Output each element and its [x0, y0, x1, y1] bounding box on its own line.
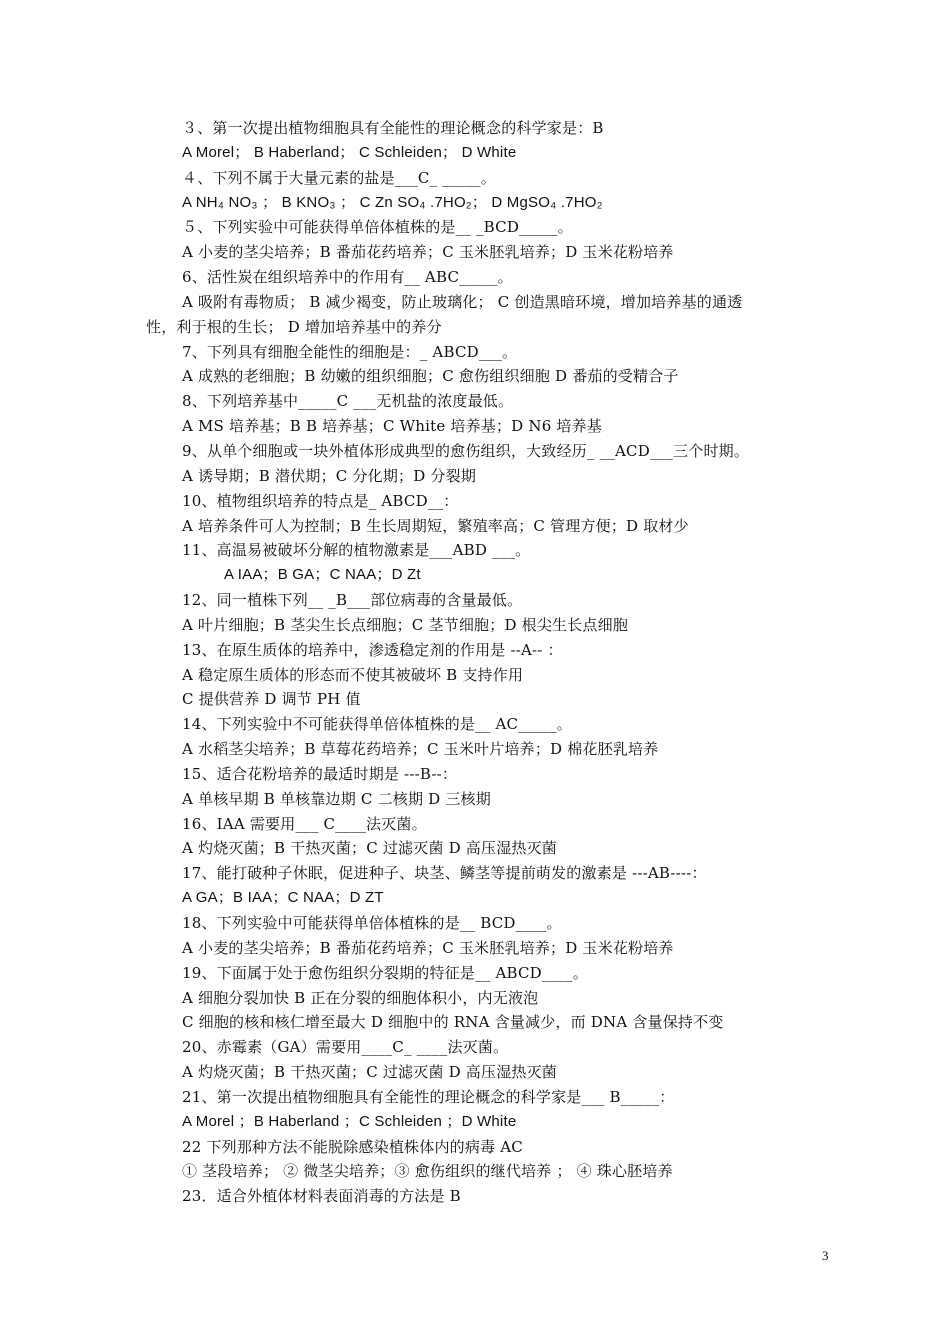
options-20: A 灼烧灭菌；B 干热灭菌；C 过滤灭菌 D 高压湿热灭菌 — [182, 1063, 558, 1082]
options-15: A 单核早期 B 单核靠边期 C 二核期 D 三核期 — [182, 789, 491, 808]
question-20: 20、赤霉素（GA）需要用____C_ ____法灭菌。 — [182, 1038, 509, 1057]
question-11: 11、高温易被破坏分解的植物激素是___ABD ___。 — [182, 541, 531, 560]
page-number: 3 — [822, 1248, 829, 1263]
options-12: A 叶片细胞；B 茎尖生长点细胞；C 茎节细胞；D 根尖生长点细胞 — [182, 615, 629, 634]
question-23: 23．适合外植体材料表面消毒的方法是 B — [182, 1187, 461, 1206]
question-15: 15、适合花粉培养的最适时期是 ---B--： — [182, 764, 458, 783]
options-10: A 培养条件可人为控制；B 生长周期短，繁殖率高；C 管理方便；D 取材少 — [182, 516, 689, 535]
question-7: 7、下列具有细胞全能性的细胞是：_ ABCD___。 — [182, 342, 518, 361]
options-13-cd: C 提供营养 D 调节 PH 值 — [182, 690, 361, 709]
question-10: 10、植物组织培养的特点是_ ABCD__： — [182, 491, 459, 510]
options-13-ab: A 稳定原生质体的形态而不使其被破坏 B 支持作用 — [182, 665, 524, 684]
question-17: 17、能打破种子休眠，促进种子、块茎、鳞茎等提前萌发的激素是 ---AB----： — [182, 864, 707, 883]
options-9: A 诱导期；B 潜伏期；C 分化期；D 分裂期 — [182, 466, 477, 485]
options-6: A 吸附有毒物质； B 减少褐变，防止玻璃化； C 创造黑暗环境，增加培养基的通透 — [182, 292, 743, 311]
question-19: 19、下面属于处于愈伤组织分裂期的特征是__ ABCD____。 — [182, 963, 588, 982]
options-19-ab: A 细胞分裂加快 B 正在分裂的细胞体积小，内无液泡 — [182, 988, 539, 1007]
question-14: 14、下列实验中不可能获得单倍体植株的是__ AC_____。 — [182, 715, 572, 734]
options-16: A 灼烧灭菌；B 干热灭菌；C 过滤灭菌 D 高压湿热灭菌 — [182, 839, 558, 858]
question-13: 13、在原生质体的培养中，渗透稳定剂的作用是 --A-- ： — [182, 640, 563, 659]
question-5: ５、下列实验中可能获得单倍体植株的是__ _BCD_____。 — [182, 218, 573, 237]
options-19-cd: C 细胞的核和核仁增至最大 D 细胞中的 RNA 含量减少，而 DNA 含量保持不变 — [182, 1013, 724, 1032]
options-18: A 小麦的茎尖培养；B 番茄花药培养；C 玉米胚乳培养；D 玉米花粉培养 — [182, 938, 674, 957]
options-21: A Morel ；B Haberland ；C Schleiden ；D White — [182, 1112, 517, 1130]
question-4: ４、下列不属于大量元素的盐是___C_ _____。 — [182, 168, 496, 187]
options-5: A 小麦的茎尖培养；B 番茄花药培养；C 玉米胚乳培养；D 玉米花粉培养 — [182, 243, 674, 262]
options-3: A Morel； B Haberland； C Schleiden； D White — [182, 143, 517, 161]
question-6: 6、活性炭在组织培养中的作用有__ ABC_____。 — [182, 268, 513, 287]
question-9: 9、从单个细胞或一块外植体形成典型的愈伤组织，大致经历_ __ACD___三个时期。 — [182, 441, 750, 460]
options-22: ① 茎段培养； ② 微茎尖培养；③ 愈伤组织的继代培养 ； ④ 珠心胚培养 — [182, 1162, 673, 1181]
question-21: 21、第一次提出植物细胞具有全能性的理论概念的科学家是___ B_____： — [182, 1087, 675, 1106]
options-6-continued: 性，利于根的生长； D 增加培养基中的养分 — [146, 317, 442, 336]
options-17: A GA；B IAA；C NAA；D ZT — [182, 889, 384, 907]
question-list — [146, 116, 842, 1209]
question-8: 8、下列培养基中_____C ___无机盐的浓度最低。 — [182, 392, 514, 411]
options-14: A 水稻茎尖培养；B 草莓花药培养；C 玉米叶片培养；D 棉花胚乳培养 — [182, 740, 659, 759]
question-22: 22 下列那种方法不能脱除感染植株体内的病毒 AC — [182, 1137, 523, 1156]
options-8: A MS 培养基；B B 培养基；C White 培养基；D N6 培养基 — [182, 417, 603, 436]
question-12: 12、同一植株下列__ _B___部位病毒的含量最低。 — [182, 591, 523, 610]
options-7: A 成熟的老细胞；B 幼嫩的组织细胞；C 愈伤组织细胞 D 番茄的受精合子 — [182, 367, 679, 386]
options-4: A NH₄ NO₃ ； B KNO₃ ； C Zn SO₄ .7HO₂； D MgSO₄ .7HO₂ — [182, 193, 603, 211]
question-3: ３、第一次提出植物细胞具有全能性的理论概念的科学家是：B — [182, 119, 604, 137]
question-16: 16、IAA 需要用___ C____法灭菌。 — [182, 814, 427, 833]
question-18: 18、下列实验中可能获得单倍体植株的是__ BCD____。 — [182, 914, 562, 932]
options-11: A IAA；B GA；C NAA；D Zt — [224, 566, 421, 584]
